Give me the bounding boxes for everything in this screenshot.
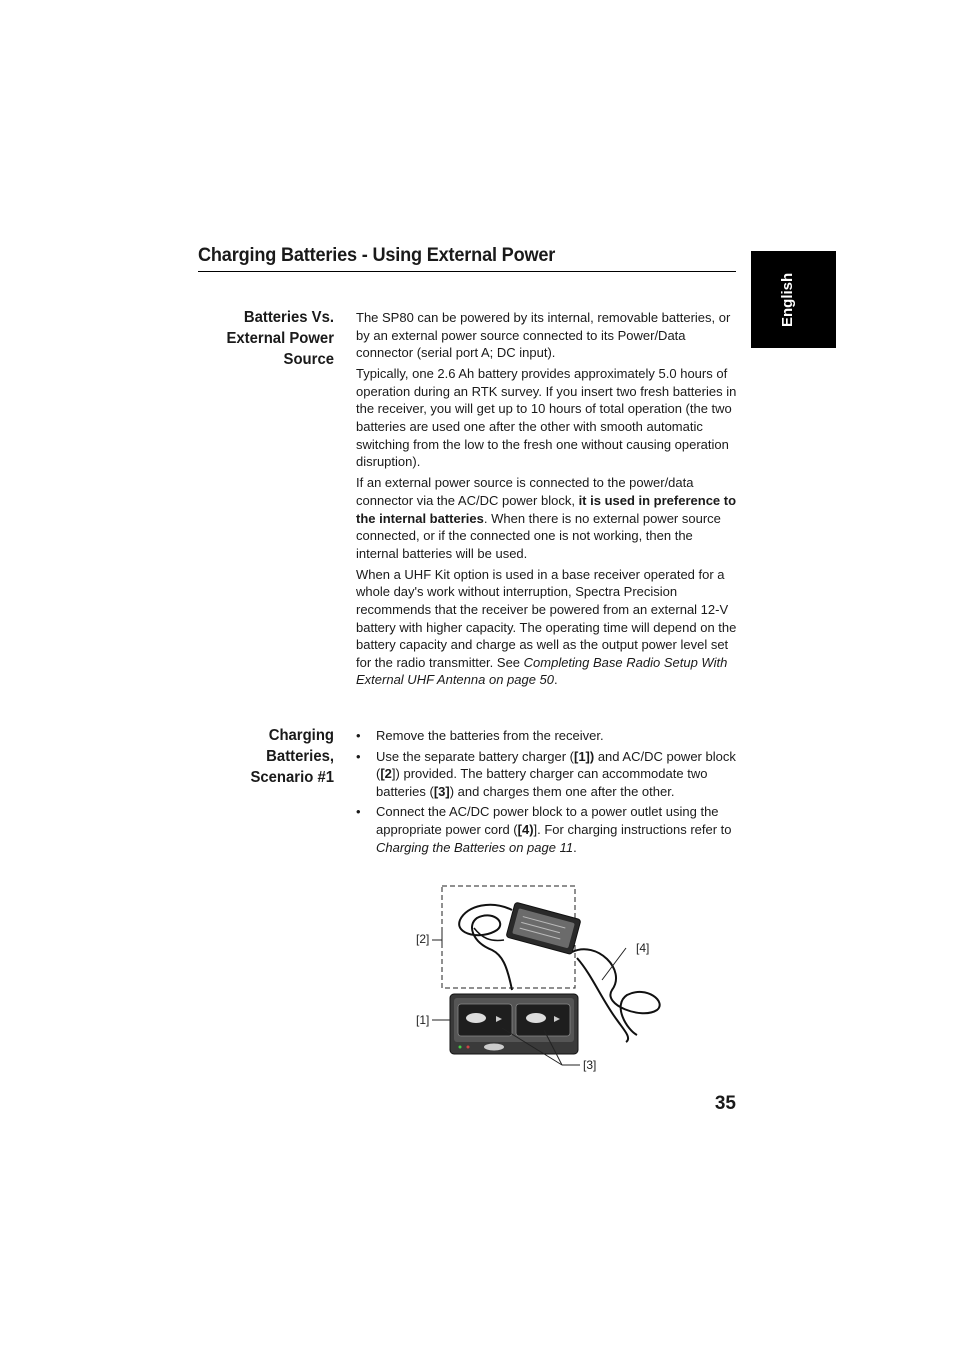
ref-2: [2: [380, 766, 392, 782]
page-number: 35: [714, 1093, 736, 1114]
text-run: Connect the AC/DC power block to a power outlet using the appropriate power cord (: [376, 804, 719, 837]
list-item: [356, 727, 738, 745]
callout-label-1: [1]: [416, 1013, 430, 1027]
batteries-vs-external-body: [356, 309, 738, 692]
text-run: Use the separate battery charger (: [376, 748, 574, 764]
paragraph: The SP80 can be powered by its internal, removable batteries, or by an external power source connected to its Power/Data connector (serial port A; DC input).: [356, 310, 731, 361]
language-tab: [751, 251, 836, 348]
cross-reference: Charging the Batteries on page 11: [376, 839, 574, 855]
cross-reference: Completing Base Radio Setup With External UHF Antenna on page 50: [356, 654, 728, 688]
heading-line: Scenario #1: [250, 769, 334, 786]
power-cord: [577, 958, 628, 1042]
charging-scenario-heading: [176, 725, 334, 788]
text-run: . When there is no external power source connected, or if the connected one is not working, then the internal batteries will be used.: [356, 510, 721, 561]
text-run: .: [573, 839, 577, 855]
heading-line: Batteries Vs.: [243, 309, 334, 326]
paragraph: [356, 474, 738, 562]
heading-line: External Power: [226, 330, 334, 347]
list-item: [356, 748, 738, 801]
text-run: ) and charges them one after the other.: [449, 783, 675, 799]
text-run: ]) provided. The battery charger can accommodate two batteries (: [376, 766, 708, 799]
leader-line-4: [602, 948, 626, 980]
heading-line: Source: [283, 351, 334, 368]
text-run: ]. For charging instructions refer to: [533, 821, 732, 837]
charger-illustration: [412, 880, 672, 1080]
instruction-list: [356, 727, 738, 856]
language-tab-label: English: [779, 272, 796, 327]
charger-figure: [412, 880, 672, 1080]
text-run: Remove the batteries from the receiver.: [376, 728, 604, 743]
text-run: When a UHF Kit option is used in a base receiver operated for a whole day's work without interruption, Spectra Precision recommends that the receiver be powered from an external 12-V battery with higher capacity. The operating time will depend on the battery capacity and charge as well as the output power level set for the radio transmitter. See: [356, 566, 737, 670]
callout-label-3: [3]: [583, 1058, 597, 1072]
dc-cable: [459, 905, 512, 990]
bold-run: it is used in preference to the internal batteries: [356, 492, 737, 526]
heading-line: Charging: [268, 727, 334, 744]
list-item: [356, 803, 738, 856]
charging-scenario-body: [356, 727, 738, 859]
heading-line: Batteries,: [266, 748, 334, 765]
callout-label-2: [2]: [416, 932, 430, 946]
batteries-vs-external-heading: [176, 307, 334, 370]
text-run: and AC/DC power block (: [376, 748, 736, 782]
text-run: If an external power source is connected to the power/data connector via the AC/DC power block,: [356, 475, 694, 508]
paragraph: [356, 566, 738, 689]
ref-3: [3]: [433, 783, 450, 799]
text-run: .: [554, 672, 558, 688]
paragraph: Typically, one 2.6 Ah battery provides approximately 5.0 hours of operation during an RTK survey. If you insert two fresh batteries in the receiver, you will get up to 10 hours of total operation (the two batteries are used one after the other with smooth automatic switching from the low to the fresh one without causing operation disruption).: [356, 366, 737, 470]
callout-label-4: [4]: [636, 941, 650, 955]
section-title: Charging Batteries - Using External Power: [198, 244, 556, 266]
title-rule: [198, 271, 736, 272]
ref-4: [4): [517, 821, 534, 837]
ref-1: [1]): [574, 748, 595, 764]
